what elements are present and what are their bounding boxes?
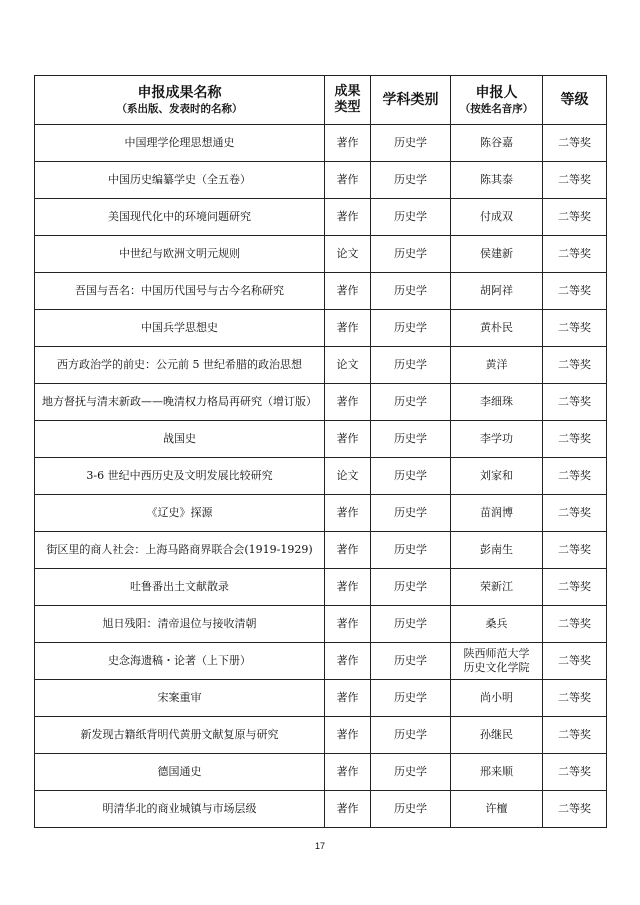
header-title-cell xyxy=(35,76,325,125)
type-cell: 著作 xyxy=(325,754,371,791)
table-row xyxy=(35,384,607,421)
type-cell: 著作 xyxy=(325,199,371,236)
author-name: 陕西师范大学 xyxy=(463,647,530,660)
grade-cell: 二等奖 xyxy=(543,162,607,199)
grade-cell: 二等奖 xyxy=(543,717,607,754)
author-name: 付成双 xyxy=(480,210,513,223)
table-row xyxy=(35,495,607,532)
discipline-cell: 历史学 xyxy=(371,458,451,495)
author-cell xyxy=(451,495,543,532)
grade-cell: 二等奖 xyxy=(543,347,607,384)
author-name: 陈其泰 xyxy=(480,173,513,186)
author-name: 苗润博 xyxy=(480,506,513,519)
grade-cell: 二等奖 xyxy=(543,199,607,236)
table-row xyxy=(35,125,607,162)
table-row xyxy=(35,643,607,680)
author-cell xyxy=(451,569,543,606)
type-cell: 论文 xyxy=(325,458,371,495)
table-row xyxy=(35,310,607,347)
grade-cell: 二等奖 xyxy=(543,532,607,569)
author-name: 许檀 xyxy=(485,802,508,815)
author-cell xyxy=(451,458,543,495)
author-cell xyxy=(451,643,543,680)
table-row xyxy=(35,347,607,384)
table-row xyxy=(35,458,607,495)
type-cell: 著作 xyxy=(325,162,371,199)
grade-cell: 二等奖 xyxy=(543,606,607,643)
type-cell: 著作 xyxy=(325,569,371,606)
header-type-line1: 成果 xyxy=(334,84,361,99)
header-discipline-cell xyxy=(371,76,451,125)
type-cell: 著作 xyxy=(325,791,371,828)
type-cell: 著作 xyxy=(325,384,371,421)
discipline-cell: 历史学 xyxy=(371,791,451,828)
author-name: 桑兵 xyxy=(485,617,508,630)
type-cell: 著作 xyxy=(325,532,371,569)
type-cell: 著作 xyxy=(325,310,371,347)
title-cell: 中国理学伦理思想通史 xyxy=(35,125,325,162)
author-name: 黄洋 xyxy=(485,358,508,371)
title-cell: 街区里的商人社会：上海马路商界联合会(1919-1929) xyxy=(35,532,325,569)
title-cell: 明清华北的商业城镇与市场层级 xyxy=(35,791,325,828)
discipline-cell: 历史学 xyxy=(371,495,451,532)
author-cell xyxy=(451,125,543,162)
header-type-cell xyxy=(325,76,371,125)
author-cell xyxy=(451,717,543,754)
title-cell: 《辽史》探源 xyxy=(35,495,325,532)
author-cell xyxy=(451,236,543,273)
type-cell: 著作 xyxy=(325,125,371,162)
header-title-sub: （系出版、发表时的名称） xyxy=(116,102,243,115)
header-type-line2: 类型 xyxy=(334,100,361,115)
table-row xyxy=(35,606,607,643)
discipline-cell: 历史学 xyxy=(371,162,451,199)
title-cell: 吐鲁番出土文献散录 xyxy=(35,569,325,606)
author-name: 黄朴民 xyxy=(480,321,513,334)
discipline-cell: 历史学 xyxy=(371,310,451,347)
header-grade: 等级 xyxy=(560,91,589,108)
table-row xyxy=(35,199,607,236)
discipline-cell: 历史学 xyxy=(371,569,451,606)
title-cell: 战国史 xyxy=(35,421,325,458)
header-applicant-sub: （按姓名音序） xyxy=(459,102,534,115)
page-number: 17 xyxy=(314,841,325,851)
author-cell xyxy=(451,310,543,347)
grade-cell: 二等奖 xyxy=(543,754,607,791)
author-cell xyxy=(451,273,543,310)
type-cell: 著作 xyxy=(325,606,371,643)
header-applicant-cell xyxy=(451,76,543,125)
author-cell xyxy=(451,347,543,384)
table-header-row xyxy=(35,76,607,125)
author-name: 孙继民 xyxy=(480,728,513,741)
discipline-cell: 历史学 xyxy=(371,643,451,680)
discipline-cell: 历史学 xyxy=(371,754,451,791)
author-name: 彭南生 xyxy=(480,543,513,556)
table-row xyxy=(35,421,607,458)
author-name: 邢来顺 xyxy=(480,765,513,778)
title-cell: 西方政治学的前史：公元前 5 世纪希腊的政治思想 xyxy=(35,347,325,384)
discipline-cell: 历史学 xyxy=(371,236,451,273)
author-name: 侯建新 xyxy=(480,247,513,260)
discipline-cell: 历史学 xyxy=(371,125,451,162)
title-cell: 新发现古籍纸背明代黄册文献复原与研究 xyxy=(35,717,325,754)
type-cell: 著作 xyxy=(325,273,371,310)
grade-cell: 二等奖 xyxy=(543,495,607,532)
author-name: 胡阿祥 xyxy=(480,284,513,297)
type-cell: 著作 xyxy=(325,421,371,458)
title-cell: 吾国与吾名：中国历代国号与古今名称研究 xyxy=(35,273,325,310)
table-row xyxy=(35,273,607,310)
author-name: 尚小明 xyxy=(480,691,513,704)
grade-cell: 二等奖 xyxy=(543,643,607,680)
author-name-line2: 历史文化学院 xyxy=(463,661,530,674)
table-row xyxy=(35,680,607,717)
header-grade-cell xyxy=(543,76,607,125)
title-cell: 史念海遗稿・论著（上下册） xyxy=(35,643,325,680)
header-discipline: 学科类别 xyxy=(382,91,439,108)
author-cell xyxy=(451,199,543,236)
grade-cell: 二等奖 xyxy=(543,273,607,310)
title-cell: 旭日残阳：清帝退位与接收清朝 xyxy=(35,606,325,643)
discipline-cell: 历史学 xyxy=(371,384,451,421)
discipline-cell: 历史学 xyxy=(371,606,451,643)
author-cell xyxy=(451,532,543,569)
grade-cell: 二等奖 xyxy=(543,125,607,162)
grade-cell: 二等奖 xyxy=(543,384,607,421)
table-row xyxy=(35,569,607,606)
grade-cell: 二等奖 xyxy=(543,680,607,717)
author-cell xyxy=(451,162,543,199)
header-applicant-main: 申报人 xyxy=(475,84,518,101)
type-cell: 著作 xyxy=(325,495,371,532)
table-row xyxy=(35,717,607,754)
author-cell xyxy=(451,754,543,791)
title-cell: 德国通史 xyxy=(35,754,325,791)
table-row xyxy=(35,162,607,199)
discipline-cell: 历史学 xyxy=(371,680,451,717)
author-name: 荣新江 xyxy=(480,580,513,593)
table-row xyxy=(35,754,607,791)
title-cell: 宋案重审 xyxy=(35,680,325,717)
title-cell: 地方督抚与清末新政——晚清权力格局再研究（增订版） xyxy=(35,384,325,421)
author-cell xyxy=(451,606,543,643)
discipline-cell: 历史学 xyxy=(371,273,451,310)
header-title-main: 申报成果名称 xyxy=(137,84,222,101)
table-row xyxy=(35,236,607,273)
type-cell: 著作 xyxy=(325,680,371,717)
grade-cell: 二等奖 xyxy=(543,310,607,347)
author-name: 李学功 xyxy=(480,432,513,445)
type-cell: 著作 xyxy=(325,717,371,754)
grade-cell: 二等奖 xyxy=(543,458,607,495)
title-cell: 中国历史编纂学史（全五卷） xyxy=(35,162,325,199)
table-row xyxy=(35,791,607,828)
title-cell: 3-6 世纪中西历史及文明发展比较研究 xyxy=(35,458,325,495)
author-name: 刘家和 xyxy=(480,469,513,482)
author-cell xyxy=(451,384,543,421)
title-cell: 中国兵学思想史 xyxy=(35,310,325,347)
awards-table xyxy=(34,75,607,828)
type-cell: 著作 xyxy=(325,643,371,680)
type-cell: 论文 xyxy=(325,236,371,273)
author-name: 李细珠 xyxy=(480,395,513,408)
discipline-cell: 历史学 xyxy=(371,717,451,754)
title-cell: 美国现代化中的环境问题研究 xyxy=(35,199,325,236)
type-cell: 论文 xyxy=(325,347,371,384)
author-cell xyxy=(451,680,543,717)
grade-cell: 二等奖 xyxy=(543,421,607,458)
author-cell xyxy=(451,421,543,458)
discipline-cell: 历史学 xyxy=(371,532,451,569)
discipline-cell: 历史学 xyxy=(371,347,451,384)
table-body xyxy=(35,125,607,828)
grade-cell: 二等奖 xyxy=(543,569,607,606)
discipline-cell: 历史学 xyxy=(371,421,451,458)
author-name: 陈谷嘉 xyxy=(480,136,513,149)
discipline-cell: 历史学 xyxy=(371,199,451,236)
author-cell xyxy=(451,791,543,828)
table-row xyxy=(35,532,607,569)
grade-cell: 二等奖 xyxy=(543,236,607,273)
title-cell: 中世纪与欧洲文明元规则 xyxy=(35,236,325,273)
grade-cell: 二等奖 xyxy=(543,791,607,828)
